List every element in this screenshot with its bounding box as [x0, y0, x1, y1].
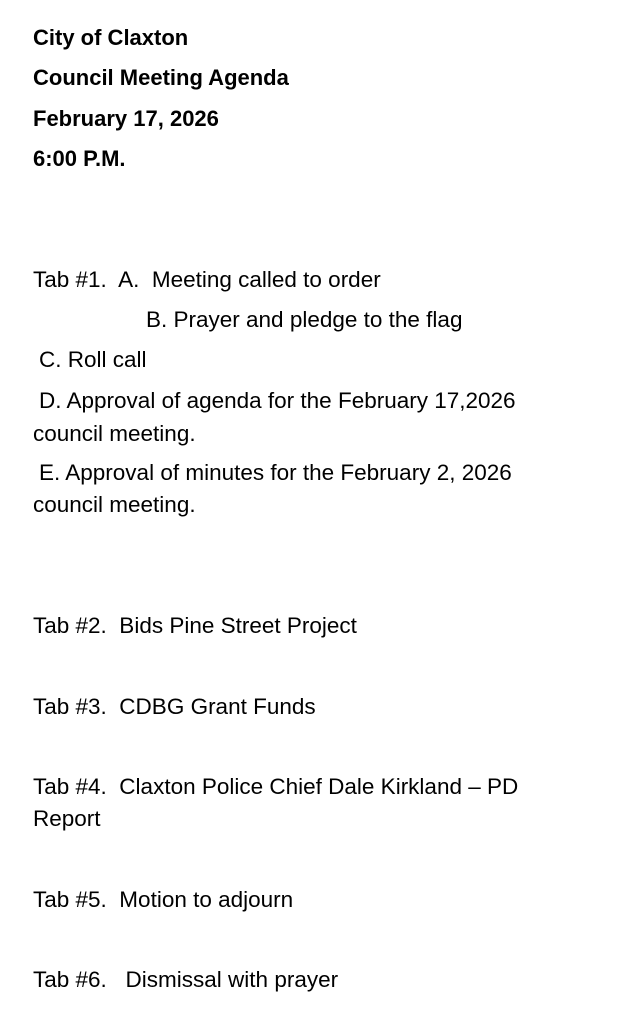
city-name: City of Claxton: [33, 25, 189, 50]
agenda-item-tab4-continued: Report: [33, 806, 101, 831]
agenda-item-tab4: Tab #4. Claxton Police Chief Dale Kirkland – PD: [33, 774, 519, 799]
agenda-item-tab1-e-continued: council meeting.: [33, 492, 196, 517]
agenda-item-tab5: Tab #5. Motion to adjourn: [33, 887, 294, 912]
agenda-item-tab1-a: Tab #1. A. Meeting called to order: [33, 267, 381, 292]
agenda-item-tab1-b: B. Prayer and pledge to the flag: [146, 307, 463, 332]
agenda-item-tab3: Tab #3. CDBG Grant Funds: [33, 694, 316, 719]
meeting-time: 6:00 P.M.: [33, 146, 126, 171]
agenda-item-tab6: Tab #6. Dismissal with prayer: [33, 967, 339, 992]
agenda-item-tab1-d: D. Approval of agenda for the February 17,2026: [39, 388, 516, 413]
agenda-item-tab2: Tab #2. Bids Pine Street Project: [33, 613, 357, 638]
agenda-item-tab1-d-continued: council meeting.: [33, 421, 196, 446]
agenda-item-tab1-e: E. Approval of minutes for the February 2, 2026: [39, 460, 512, 485]
document-title: Council Meeting Agenda: [33, 65, 289, 90]
agenda-item-tab1-c: C. Roll call: [39, 347, 147, 372]
meeting-date: February 17, 2026: [33, 106, 219, 131]
